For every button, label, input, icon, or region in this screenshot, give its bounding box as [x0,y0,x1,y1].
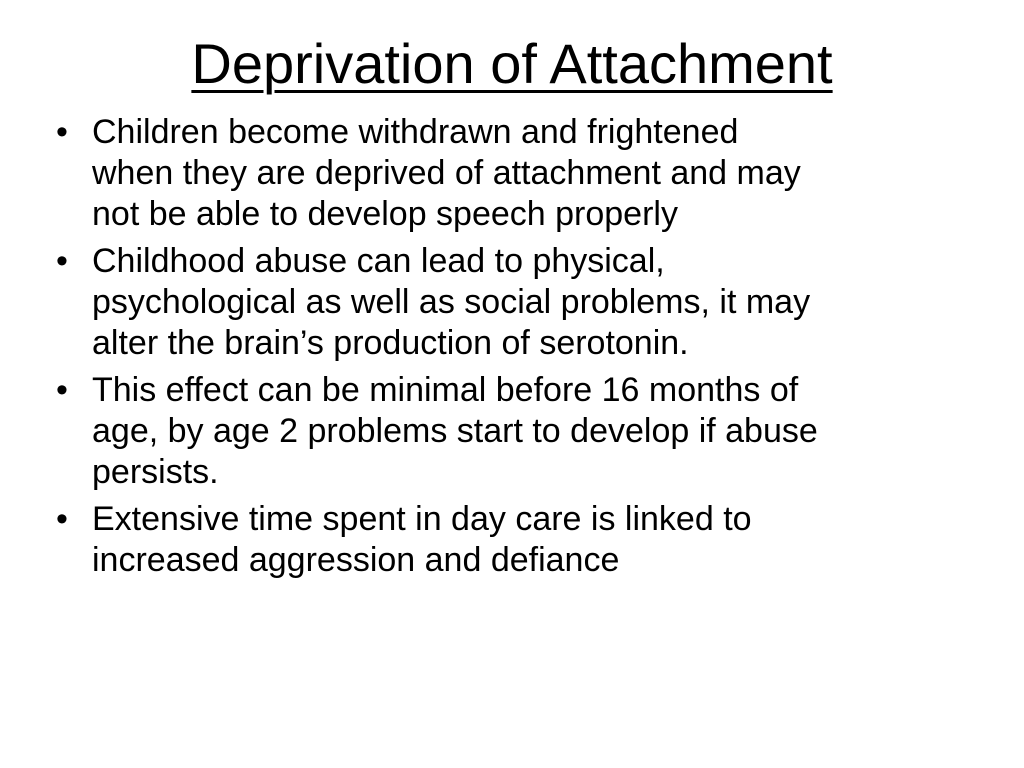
bullet-item [52,370,972,493]
bullet-text: This effect can be minimal before 16 months of age, by age 2 problems start to develop if abuse persists. [92,371,818,491]
bullet-icon: • [56,242,68,280]
bullet-icon: • [56,371,68,409]
bullet-list [52,112,972,587]
slide-title: Deprivation of Attachment [191,32,833,95]
bullet-icon: • [56,113,68,151]
bullet-text: Children become withdrawn and frightened when they are deprived of attachment and may not be able to develop speech properly [92,113,801,233]
bullet-item [52,499,972,581]
bullet-icon: • [56,500,68,538]
bullet-item [52,241,972,364]
bullet-text: Extensive time spent in day care is linked to increased aggression and defiance [92,500,752,579]
bullet-item [52,112,972,235]
bullet-text: Childhood abuse can lead to physical, psychological as well as social problems, it may alter the brain’s production of serotonin. [92,242,811,362]
